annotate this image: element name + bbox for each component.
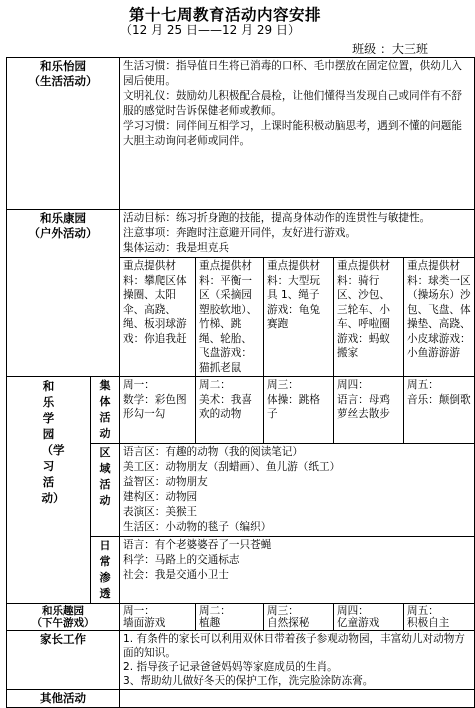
health-day-mon: 重点提供材料：攀爬区体操圈、太阳伞、高跷、绳、板羽球游戏：你追我赶 [120,258,196,377]
other-section-label: 其他活动 [7,690,120,708]
family-line: 1. 有条件的家长可以利用双休日带着孩子参观动物园，丰富幼儿对动物方面的知识。 [123,633,465,659]
group-day-tue [196,377,264,444]
family-section-label: 家长工作 [7,631,120,690]
day-text: 亿童游戏 [337,617,380,629]
group-day-fri [404,377,475,444]
life-section-label [7,58,120,210]
family-content [120,631,475,690]
day-label: 周四： [337,605,369,617]
penetrate-line: 科学：马路上的交通标志 [123,554,240,566]
play-day-tue [196,604,264,631]
day-text: 墙面游戏 [123,617,166,629]
area-activity-label-text: 区域活动 [99,446,111,507]
area-line: 建构区：动物园 [123,491,198,503]
health-goals-row [7,210,475,258]
play-day-fri [404,604,475,631]
day-label: 周三： [267,379,299,391]
group-activity-label-text: 集体活动 [99,379,111,440]
life-line: 生活习惯：指导值日生将已消毒的口杯、毛巾摆放在固定位置，供幼儿入园后使用。 [123,60,462,87]
life-section-title: 和乐怡园 [40,59,86,73]
life-row [7,58,475,210]
day-text: 体操：跳格子 [267,393,320,420]
daily-penetrate-label [91,537,120,604]
health-day-thu: 重点提供材料：骑行区、沙包、三轮车、小车、呼啦圈游戏：蚂蚁搬家 [334,258,404,377]
area-line: 表演区：美猴王 [123,506,198,518]
area-line: 生活区：小动物的毯子（编织） [123,521,272,533]
day-label: 周五： [407,605,439,617]
health-day-wed: 重点提供材料：大型玩具 1、绳子游戏：龟兔赛跑 [264,258,334,377]
day-label: 周四： [337,379,369,391]
day-label: 周五： [407,379,439,391]
life-content [120,58,475,210]
daily-penetrate-content [120,537,475,604]
life-line: 文明礼仪：鼓励幼儿积极配合晨检，让他们懂得当发现自己或同伴有不舒服的感觉时告诉保健老师或教师。 [123,90,462,117]
day-label: 周一： [123,379,155,391]
area-line: 益智区：动物朋友 [123,476,208,488]
day-text: 自然探秘 [267,617,310,629]
play-day-thu [334,604,404,631]
health-line: 活动目标：练习折身跑的技能，提高身体动作的连贯性与敏捷性。 [123,212,431,224]
health-day-fri: 重点提供材料：球类一区（操场东）沙包、飞盘、体操垫、高跷、小皮球游戏：小鱼游游游 [404,258,475,377]
daily-penetrate-label-text: 日常渗透 [99,539,111,600]
day-label: 周三： [267,605,299,617]
health-section-subtitle: （户外活动） [28,226,98,240]
health-day-tue: 重点提供材料：平衡一区（采摘园塑胶软地）、竹梯、跳绳、轮胎、飞盘游戏：猫抓老鼠 [196,258,264,377]
class-label: 班级 ：大三班 [352,42,428,56]
date-range: （12 月 25 日——12 月 29 日） [120,23,300,37]
family-line: 2. 指导孩子记录爸爸妈妈等家庭成员的生肖。 [123,661,338,673]
play-section-label [7,604,120,631]
area-activity-content [120,444,475,537]
other-content [120,690,475,708]
other-row [7,690,475,708]
play-section-title: 和乐趣园 [42,605,84,617]
area-line: 语言区：有趣的动物（我的阅读笔记） [123,446,304,458]
health-line: 集体运动：我是坦克兵 [123,242,229,254]
family-line: 3、帮助幼儿做好冬天的保护工作，洗完脸涂防冻膏。 [123,675,374,687]
health-goals [120,210,475,258]
study-section-label [7,377,91,604]
play-section-subtitle: （下午游戏） [31,617,95,629]
group-activity-label [91,377,120,444]
study-section-title: 和乐学园（学习活动） [41,379,65,505]
day-text: 植趣 [199,617,221,629]
page-title: 第十七周教育活动内容安排 [128,6,321,24]
day-label: 周二： [199,605,231,617]
group-day-mon [120,377,196,444]
study-group-row [7,377,475,444]
play-day-wed [264,604,334,631]
day-text: 数学：彩色图形勾一勾 [123,393,187,420]
day-text: 音乐：颠倒歌 [407,393,471,406]
area-line: 美工区：动物朋友（刮蜡画）、鱼儿游（纸工） [123,461,341,473]
play-day-mon [120,604,196,631]
group-day-thu [334,377,404,444]
schedule-table [6,57,475,708]
day-text: 语言：母鸡萝丝去散步 [337,393,390,420]
health-section-label [7,210,120,377]
health-line: 注意事项：奔跑时注意避开同伴，友好进行游戏。 [123,227,357,239]
group-day-wed [264,377,334,444]
play-row [7,604,475,631]
life-section-subtitle: （生活活动） [28,74,98,88]
day-label: 周一： [123,605,155,617]
day-text: 积极自主 [407,617,450,629]
day-text: 美术：我喜欢的动物 [199,393,252,420]
life-line: 学习习惯：同伴间互相学习，上课时能积极动脑思考，遇到不懂的问题能大胆主动询问老师或同伴。 [123,120,462,147]
penetrate-line: 语言：有个老婆婆吞了一只苍蝇 [123,539,272,551]
area-activity-label [91,444,120,537]
family-row [7,631,475,690]
day-label: 周二： [199,379,231,391]
penetrate-line: 社会：我是交通小卫士 [123,569,229,581]
health-section-title: 和乐康园 [40,211,86,225]
